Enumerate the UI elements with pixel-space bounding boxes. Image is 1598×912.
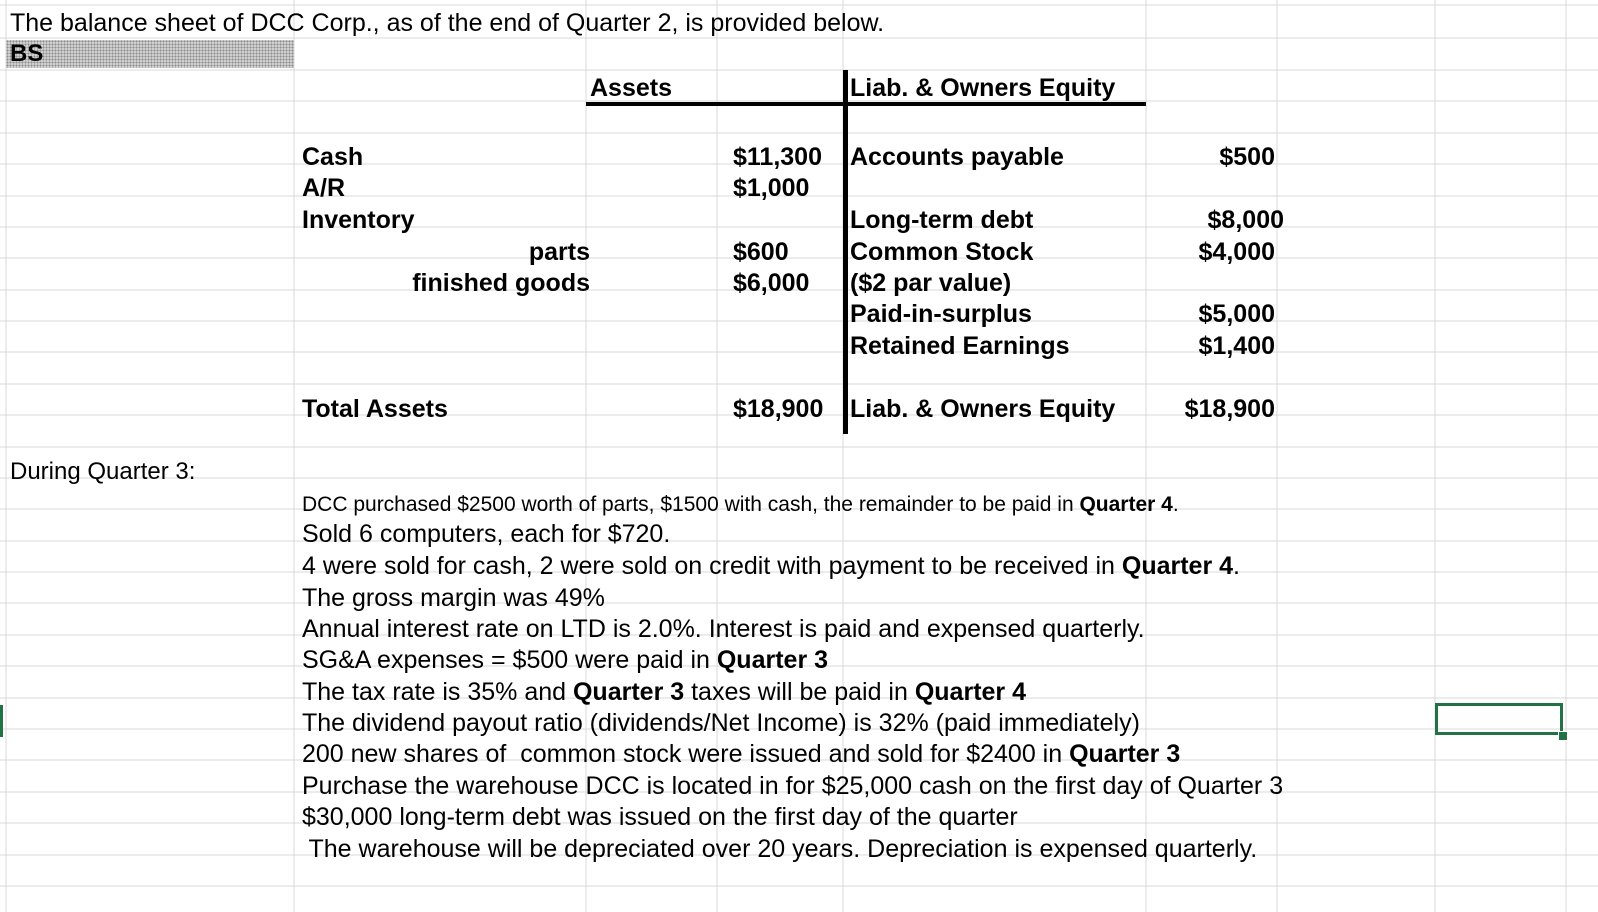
- q3-line-6: [302, 648, 828, 673]
- common-stock-value: $4,000: [1198, 238, 1275, 266]
- q3-line-1: [302, 494, 1179, 515]
- finished-goods-label: finished goods: [412, 269, 590, 297]
- paid-in-surplus-value: $5,000: [1198, 300, 1275, 328]
- q3-line-11: $30,000 long-term debt was issued on the first day of the quarter: [302, 803, 1018, 831]
- total-liabilities-value: $18,900: [1184, 395, 1275, 423]
- left-edge-marker: [0, 705, 3, 737]
- q3-line-6-text: SG&A expenses = $500 were paid in: [302, 646, 717, 674]
- q3-line-3-text: 4 were sold for cash, 2 were sold on credit with payment to be received in: [302, 552, 1122, 580]
- par-value-label: ($2 par value): [850, 269, 1012, 297]
- finished-goods-value: $6,000: [733, 269, 810, 297]
- q3-line-9-text: 200 new shares of common stock were issued and sold for $2400 in: [302, 740, 1070, 768]
- retained-earnings-value: $1,400: [1198, 332, 1275, 360]
- accounts-payable-label: Accounts payable: [850, 143, 1064, 171]
- ar-value: $1,000: [733, 174, 810, 202]
- q3-line-3-bold: Quarter 4: [1121, 552, 1234, 580]
- sheet-label: BS: [10, 40, 44, 67]
- paid-in-surplus-label: Paid-in-surplus: [850, 300, 1032, 328]
- ar-label: A/R: [302, 174, 346, 202]
- q3-line-10: Purchase the warehouse DCC is located in for $25,000 cash on the first day of Quarter 3: [302, 772, 1284, 800]
- parts-label: parts: [528, 238, 590, 266]
- accounts-payable-value: $500: [1219, 143, 1275, 171]
- retained-earnings-label: Retained Earnings: [850, 332, 1070, 360]
- assets-header: Assets: [590, 74, 672, 102]
- fill-handle[interactable]: [1558, 731, 1568, 741]
- total-assets-value: $18,900: [733, 395, 824, 423]
- sheet-label-cell: [6, 40, 294, 68]
- q3-line-12: The warehouse will be depreciated over 20 years. Depreciation is expensed quarterly.: [302, 835, 1258, 863]
- cash-label: Cash: [302, 143, 364, 171]
- q3-line-3-end: .: [1233, 552, 1240, 580]
- long-term-debt-value: $8,000: [1207, 206, 1284, 234]
- q3-line-9-bold: Quarter 3: [1069, 740, 1181, 768]
- total-assets-label: Total Assets: [302, 395, 448, 423]
- q3-line-7-bold-d: Quarter 4: [914, 678, 1027, 706]
- q3-line-1-end: .: [1172, 493, 1179, 516]
- q3-line-5: Annual interest rate on LTD is 2.0%. Interest is paid and expensed quarterly.: [302, 615, 1145, 643]
- selected-cell[interactable]: [1435, 703, 1563, 735]
- t-account-vertical-line: [843, 70, 848, 434]
- q3-line-6-bold: Quarter 3: [716, 646, 829, 674]
- quarter3-label: During Quarter 3:: [10, 458, 196, 485]
- q3-line-8: The dividend payout ratio (dividends/Net Income) is 32% (paid immediately): [302, 709, 1140, 737]
- q3-line-7-bold-b: Quarter 3: [572, 678, 685, 706]
- common-stock-label: Common Stock: [850, 238, 1034, 266]
- q3-line-2: Sold 6 computers, each for $720.: [302, 520, 671, 548]
- q3-line-1-text: DCC purchased $2500 worth of parts, $1500 with cash, the remainder to be paid in: [302, 493, 1080, 516]
- parts-value: $600: [733, 238, 789, 266]
- t-account-horizontal-line: [586, 102, 1146, 106]
- inventory-label: Inventory: [302, 206, 415, 234]
- q3-line-1-bold: Quarter 4: [1079, 493, 1173, 516]
- intro-text: The balance sheet of DCC Corp., as of the end of Quarter 2, is provided below.: [10, 9, 885, 37]
- q3-line-7-text-a: The tax rate is 35% and: [302, 678, 573, 706]
- long-term-debt-label: Long-term debt: [850, 206, 1034, 234]
- cash-value: $11,300: [733, 143, 822, 171]
- q3-line-7-text-c: taxes will be paid in: [684, 678, 915, 706]
- q3-line-7: [302, 680, 1026, 705]
- q3-line-4: The gross margin was 49%: [302, 584, 605, 612]
- q3-line-9: [302, 742, 1180, 767]
- liabilities-header: Liab. & Owners Equity: [850, 74, 1116, 102]
- q3-line-3: [302, 554, 1240, 579]
- total-liabilities-label: Liab. & Owners Equity: [850, 395, 1116, 423]
